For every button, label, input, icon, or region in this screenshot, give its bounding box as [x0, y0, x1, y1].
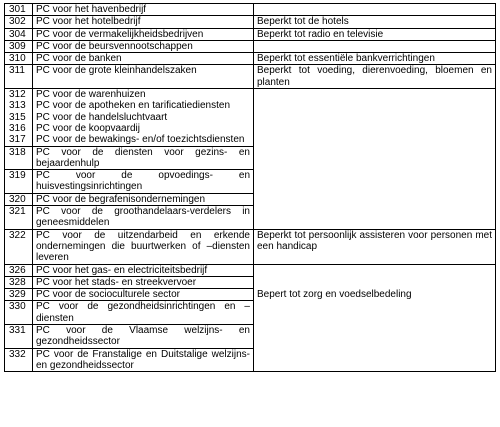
- table-row: [5, 348, 496, 372]
- pc-note: [254, 206, 496, 230]
- table-row: [5, 123, 496, 134]
- pc-name: PC voor de diensten voor gezins- en bejaardenhulp: [33, 146, 254, 170]
- pc-note: Beperkt tot essentiële bankverrichtingen: [254, 53, 496, 65]
- pc-code: 318: [5, 146, 33, 170]
- pc-note: [254, 325, 496, 349]
- pc-code: 302: [5, 16, 33, 28]
- pc-note: Beperkt tot de hotels: [254, 16, 496, 28]
- joint-committee-table: [4, 3, 496, 372]
- pc-name: PC voor de handelsluchtvaart: [33, 112, 254, 123]
- pc-code: 328: [5, 276, 33, 288]
- pc-code: 322: [5, 229, 33, 264]
- pc-code: 326: [5, 264, 33, 276]
- pc-name: PC voor de warenhuizen: [33, 89, 254, 101]
- table-row: [5, 40, 496, 52]
- pc-note: Beperkt tot persoonlijk assisteren voor personen met een handicap: [254, 229, 496, 264]
- pc-note: [254, 170, 496, 194]
- table-row: [5, 65, 496, 89]
- table-row: [5, 264, 496, 276]
- pc-name: PC voor het havenbedrijf: [33, 4, 254, 16]
- pc-note: [254, 301, 496, 325]
- table-row: [5, 28, 496, 40]
- pc-note: [254, 100, 496, 111]
- pc-name: PC voor de gezondheidsinrichtingen en – diensten: [33, 301, 254, 325]
- pc-code: 304: [5, 28, 33, 40]
- pc-note: [254, 276, 496, 288]
- pc-code: 317: [5, 134, 33, 146]
- pc-name: PC voor de groothandelaars-verdelers in geneesmiddelen: [33, 206, 254, 230]
- pc-name: PC voor de bewakings- en/of toezichtsdiensten: [33, 134, 254, 146]
- pc-name: PC voor de banken: [33, 53, 254, 65]
- pc-name: PC voor de uitzendarbeid en erkende ondernemingen die buurtwerken of –diensten leveren: [33, 229, 254, 264]
- pc-code: 311: [5, 65, 33, 89]
- pc-code: 316: [5, 123, 33, 134]
- pc-note: [254, 89, 496, 101]
- pc-code: 320: [5, 193, 33, 205]
- pc-code: 330: [5, 301, 33, 325]
- pc-name: PC voor de Vlaamse welzijns- en gezondheidssector: [33, 325, 254, 349]
- pc-code: 319: [5, 170, 33, 194]
- pc-code: 313: [5, 100, 33, 111]
- pc-note: [254, 4, 496, 16]
- pc-name: PC voor de koopvaardij: [33, 123, 254, 134]
- pc-code: 309: [5, 40, 33, 52]
- pc-name: PC voor de socioculturele sector: [33, 289, 254, 301]
- pc-code: 321: [5, 206, 33, 230]
- pc-note: Beperkt tot radio en televisie: [254, 28, 496, 40]
- pc-name: PC voor de apotheken en tarificatiediensten: [33, 100, 254, 111]
- pc-code: 301: [5, 4, 33, 16]
- table-row: [5, 112, 496, 123]
- pc-code: 332: [5, 348, 33, 372]
- table-row: [5, 4, 496, 16]
- table-row: [5, 146, 496, 170]
- table-row: [5, 100, 496, 111]
- table-row: [5, 193, 496, 205]
- pc-name: PC voor de vermakelijkheidsbedrijven: [33, 28, 254, 40]
- pc-code: 315: [5, 112, 33, 123]
- pc-note: [254, 123, 496, 134]
- pc-code: 331: [5, 325, 33, 349]
- pc-note: [254, 146, 496, 170]
- table-row: [5, 325, 496, 349]
- table-row: [5, 134, 496, 146]
- table-row: [5, 16, 496, 28]
- pc-name: PC voor het hotelbedrijf: [33, 16, 254, 28]
- table-row: [5, 170, 496, 194]
- table-row: [5, 276, 496, 288]
- pc-name: PC voor het stads- en streekvervoer: [33, 276, 254, 288]
- pc-note: Bepert tot zorg en voedselbedeling: [254, 289, 496, 301]
- pc-code: 329: [5, 289, 33, 301]
- table-row: [5, 53, 496, 65]
- pc-name: PC voor de opvoedings- en huisvestingsinrichtingen: [33, 170, 254, 194]
- pc-code: 310: [5, 53, 33, 65]
- pc-note: [254, 264, 496, 276]
- pc-name: PC voor de begrafenisondernemingen: [33, 193, 254, 205]
- pc-note: [254, 112, 496, 123]
- pc-note: [254, 134, 496, 146]
- pc-code: 312: [5, 89, 33, 101]
- table-row: [5, 229, 496, 264]
- pc-note: [254, 348, 496, 372]
- pc-name: PC voor het gas- en electriciteitsbedrijf: [33, 264, 254, 276]
- pc-note: [254, 40, 496, 52]
- pc-name: PC voor de grote kleinhandelszaken: [33, 65, 254, 89]
- table-row: [5, 289, 496, 301]
- table-row: [5, 206, 496, 230]
- pc-note: Beperkt tot voeding, dierenvoeding, bloemen en planten: [254, 65, 496, 89]
- pc-name: PC voor de beursvennootschappen: [33, 40, 254, 52]
- pc-note: [254, 193, 496, 205]
- table-row: [5, 301, 496, 325]
- pc-name: PC voor de Franstalige en Duitstalige welzijns- en gezondheidssector: [33, 348, 254, 372]
- table-row: [5, 89, 496, 101]
